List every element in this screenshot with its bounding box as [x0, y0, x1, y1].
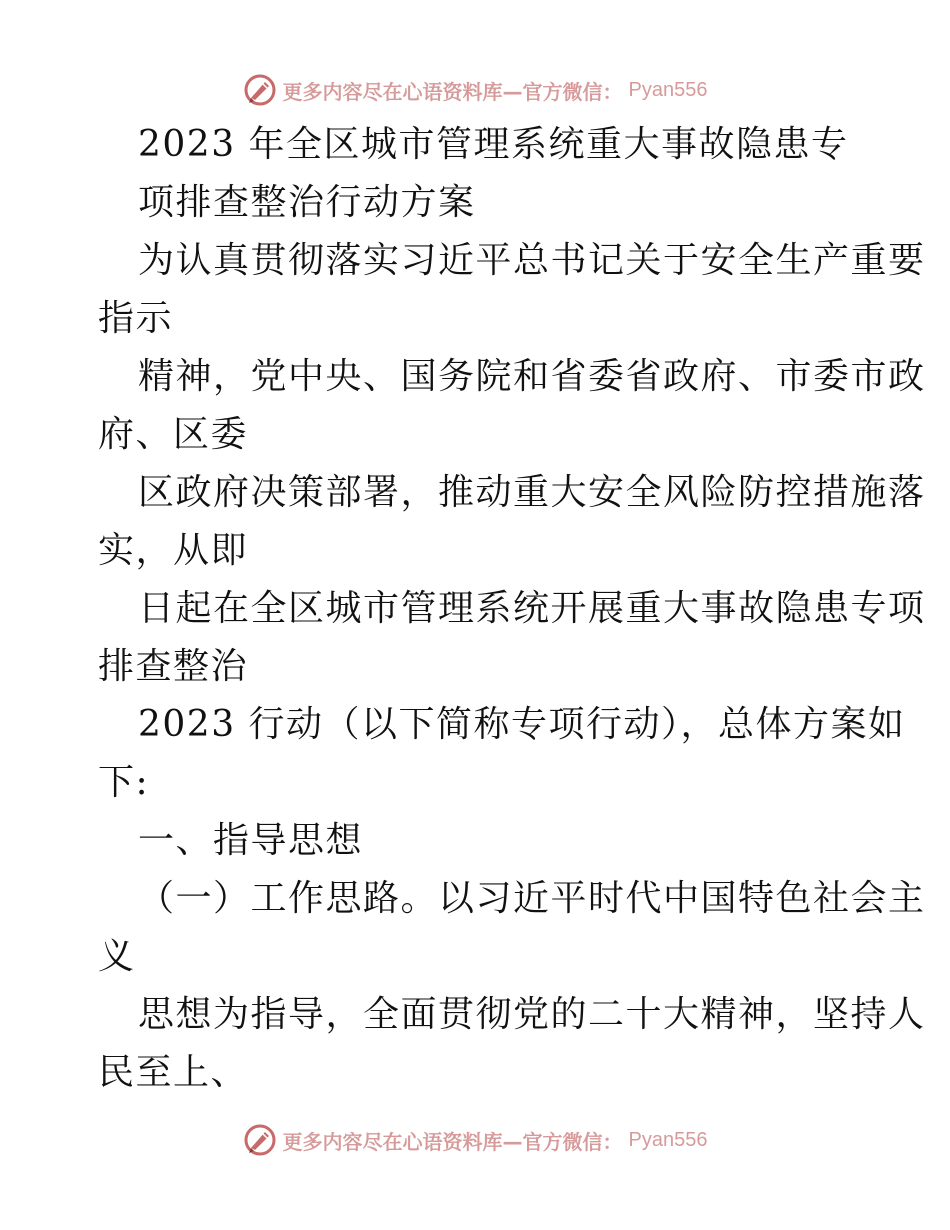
pen-logo-icon — [243, 73, 277, 107]
text-line: 为认真贯彻落实习近平总书记关于安全生产重要 — [138, 240, 926, 281]
watermark-text: 更多内容尽在心语资料库—官方微信： — [282, 79, 623, 104]
text-line: 区政府决策部署，推动重大安全风险防控措施落 — [138, 472, 926, 513]
text-line: 下: — [98, 762, 150, 803]
watermark-wechat-id: Pyan556 — [628, 1128, 708, 1151]
watermark-wechat-id: Pyan556 — [628, 78, 708, 101]
text-line: 府、区委 — [98, 414, 249, 455]
text-line: 思想为指导，全面贯彻党的二十大精神，坚持人 — [138, 994, 926, 1035]
text-line: （一）工作思路。以习近平时代中国特色社会主 — [138, 878, 926, 919]
text-line: 2023 行动（以下简称专项行动），总体方案如 — [138, 704, 906, 745]
text-line: 民至上、 — [98, 1052, 249, 1093]
text-line: 2023 年全区城市管理系统重大事故隐患专 — [138, 124, 849, 165]
text-line: 精神，党中央、国务院和省委省政府、市委市政 — [138, 356, 926, 397]
document-body — [98, 116, 926, 1102]
text-line: 一、指导思想 — [138, 820, 364, 861]
footer-watermark — [0, 1120, 950, 1160]
text-line: 项排查整治行动方案 — [138, 182, 476, 223]
text-line: 排查整治 — [98, 646, 249, 687]
text-line: 指示 — [98, 298, 174, 339]
text-line: 日起在全区城市管理系统开展重大事故隐患专项 — [138, 588, 926, 629]
text-line: 实，从即 — [98, 530, 249, 571]
text-line: 义 — [98, 936, 136, 977]
header-watermark — [0, 70, 950, 110]
watermark-text: 更多内容尽在心语资料库—官方微信： — [282, 1129, 623, 1154]
pen-logo-icon — [243, 1123, 277, 1157]
